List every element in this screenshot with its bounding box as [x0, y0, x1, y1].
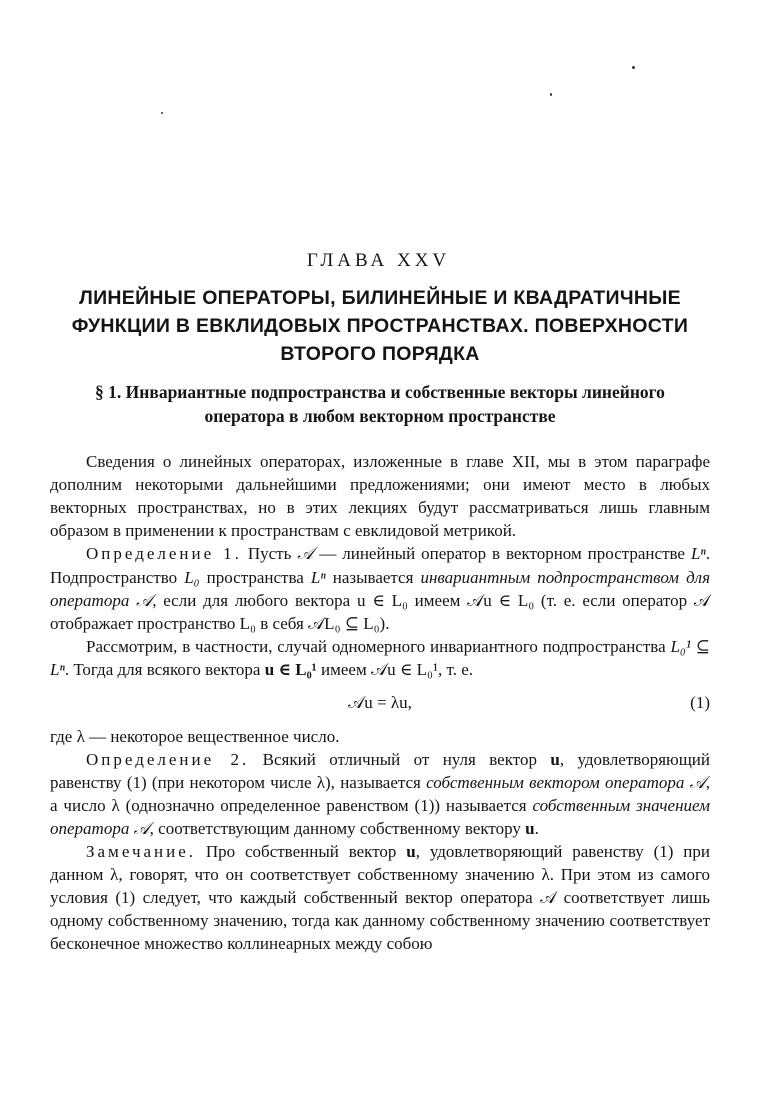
math-symbol: u ∈ L₀¹	[264, 660, 317, 679]
text-span: , а число λ (однозначно определенное равенством (1)) называется	[50, 773, 710, 815]
chapter-title: ЛИНЕЙНЫЕ ОПЕРАТОРЫ, БИЛИНЕЙНЫЕ И КВАДРАТИЧНЫЕ ФУНКЦИИ В ЕВКЛИДОВЫХ ПРОСТРАНСТВАХ. ПОВЕРХНОСТИ ВТОРОГО ПОРЯДКА	[71, 287, 689, 365]
vector-symbol: u	[525, 819, 535, 838]
text-span: u ∈ L₀ имеем 𝒜u ∈ L₀ (т. е. если оператор 𝒜 отображает пространство L₀ в себя 𝒜L₀ ⊆ L₀).	[50, 591, 710, 633]
scan-speck	[550, 93, 552, 96]
vector-symbol: u	[406, 842, 416, 861]
math-symbol: Lⁿ	[310, 568, 326, 587]
term-eigenvector: собственным вектором оператора 𝒜	[426, 773, 706, 792]
formula-expression: 𝒜u = λu,	[348, 693, 412, 712]
text-span: .	[534, 819, 539, 838]
scan-speck	[161, 112, 163, 114]
paragraph-intro: Сведения о линейных операторах, изложенные в главе XII, мы в этом параграфе дополним некоторыми дальнейшими предложениями; они имеют место в любых векторных пространствах, но в этих лекциях будут рассматриваться лишь главным образом в применении к пространствам с евклидовой метрикой.	[50, 452, 710, 540]
text-span: , соответствующим данному собственному вектору	[149, 819, 526, 838]
paragraph-remark	[50, 840, 710, 955]
term-eigenvalue: собственным значением оператора 𝒜	[50, 796, 710, 838]
text-span: Про собственный вектор	[196, 842, 407, 861]
term-invariant-subspace: инвариантным подпространством для оператора 𝒜	[50, 568, 710, 610]
scan-speck	[632, 66, 635, 69]
definition-1-label: Определение 1.	[86, 544, 242, 563]
definition-2-label: Определение 2.	[86, 750, 250, 769]
math-symbol: L₀¹ ⊆ Lⁿ	[50, 637, 710, 679]
vector-symbol: u	[550, 750, 560, 769]
formula-number: (1)	[690, 693, 710, 712]
remark-label: Замечание.	[86, 842, 197, 861]
text-span: пространства	[199, 568, 311, 587]
text-span: имеем	[316, 660, 371, 679]
operator-symbol: 𝒜	[297, 544, 314, 564]
text-span: 𝒜u ∈ L₀¹, т. е.	[370, 660, 474, 679]
text-span: . Тогда для всякого вектора	[64, 660, 265, 679]
text-span: . Подпространство	[50, 544, 710, 587]
paragraph-definition-1	[50, 542, 710, 635]
text-span: Пусть	[247, 544, 298, 563]
paragraph-after-formula: где λ — некоторое вещественное число.	[50, 727, 340, 746]
text-span: — линейный оператор в векторном пространстве	[313, 544, 691, 563]
formula-1	[50, 685, 710, 719]
text-span: , удовлетворяющий равенству (1) при данном λ, говорят, что он соответствует собственному значению λ. При этом из самого условия (1) следует, что каждый собственный вектор оператора 𝒜 соответствует лишь одному собственному значению, тогда как данному собственному значению соответствует бесконечное множество коллинеарных между собою	[50, 842, 710, 953]
text-span: , удовлетворяющий равенству (1) (при некотором числе λ), называется	[50, 750, 710, 792]
text-span: Рассмотрим, в частности, случай одномерного инвариантного подпространства	[86, 637, 671, 656]
paragraph-one-dimensional	[50, 635, 710, 681]
paragraph-definition-2	[50, 748, 710, 840]
body-text	[50, 450, 710, 955]
text-span: Всякий отличный от нуля вектор	[249, 750, 551, 769]
text-span: называется	[325, 568, 421, 587]
section-title: § 1. Инвариантные подпространства и собственные векторы линейного оператора в любом векторном пространстве	[95, 382, 665, 426]
math-symbol: L₀	[184, 568, 200, 587]
chapter-label: ГЛАВА XXV	[306, 250, 451, 271]
math-symbol: Lⁿ	[690, 544, 706, 563]
text-span: , если для любого вектора	[152, 591, 357, 610]
